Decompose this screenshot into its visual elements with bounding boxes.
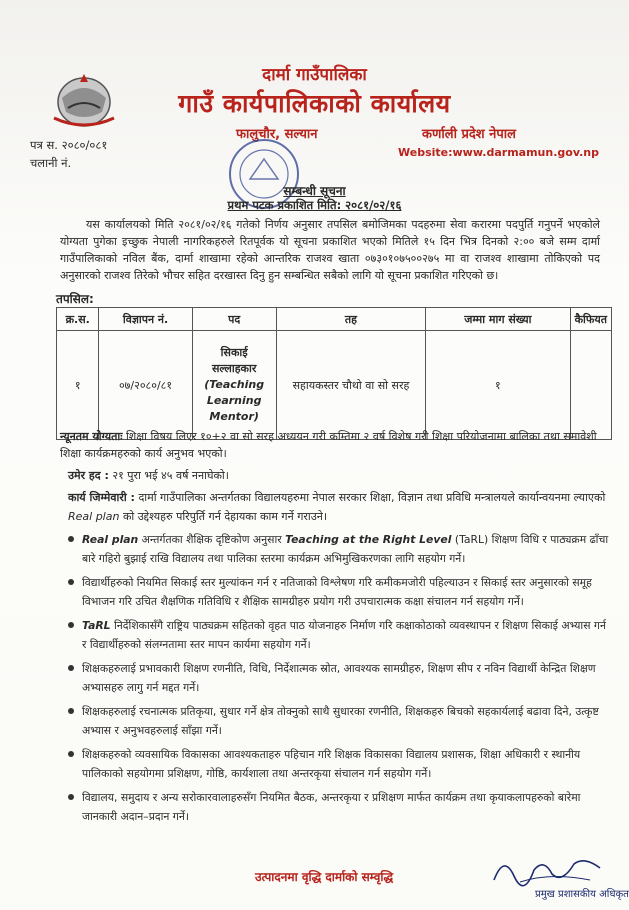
notice-intro: यस कार्यालयको मिति २०८१/०२/१६ गतेको निर्णय अनुसार तपसिल बमोजिमका पदहरुमा सेवा करारमा पदपुर्ति गनुपर्ने भएकोले योग्यता पुगेका इच्छुक नेपाली नागरिकहरुले रितपूर्वक यो सूचना प्रकाशित भएको मितिले १५ दिन भित्र दिनको २:०० बजे सम्म दार्मा गाउँपालिकाको नविल बैंक, दार्मा शाखामा रहेको आन्तरिक राजश्व खाता ०७३०१०७५००२७५ मा वा राजश्व शाखामा तोकिएको पद अनुसारको राजश्व तिरेको भौचर सहित दरखास्त दिनु हुन सम्बन्धित सबैको लागि यो सूचना प्रकाशित गरिएको छ। bbox=[60, 218, 600, 282]
office-title: गाउँ कार्यपालिकाको कार्यालय bbox=[178, 89, 451, 118]
office-address: फालुचौर, सल्यान bbox=[236, 127, 318, 142]
province-name: कर्णाली प्रदेश नेपाल bbox=[422, 127, 516, 142]
bullet-icon bbox=[68, 751, 74, 757]
cell-demand-count: १ bbox=[426, 331, 570, 440]
signature-icon bbox=[490, 850, 610, 890]
bullet-icon bbox=[68, 536, 74, 542]
list-item bbox=[68, 573, 613, 611]
duty-text: शिक्षकहरुको व्यवसायिक विकासका आवश्यकताहरु पहिचान गरि शिक्षक विकासका विद्यालय प्रशासक, शिक्षा अधिकारी र स्थानीय पालिकाको सहयोगमा प्रशिक्षण, गोष्ठि, कार्यशाला तथा अन्तरकृया संचालन गर्न सहयोग गर्ने। bbox=[82, 748, 581, 780]
cell-serial: १ bbox=[57, 331, 99, 440]
duty-text: विद्यालय, समुदाय र अन्य सरोकारवालाहरुसँग नियमित बैठक, अन्तरकृया र प्रशिक्षण मार्फत कार्यक्रम तथा कृयाकलापहरुको बारेमा जानकारी अदान–प्रदान गर्ने। bbox=[82, 791, 581, 823]
age-label: उमेर हद : bbox=[68, 469, 109, 482]
bullet-icon bbox=[68, 794, 74, 800]
notice-publish-date: प्रथम पटक प्रकाशित मिति: २०८१/०२/१६ bbox=[227, 198, 402, 212]
list-item bbox=[68, 745, 613, 783]
duty-lead: TaRL bbox=[82, 619, 111, 632]
duty-list bbox=[68, 530, 613, 831]
office-name: दार्मा गाउँपालिका bbox=[262, 65, 367, 85]
cell-level: सहायकस्तर चौथो वा सो सरह bbox=[276, 331, 425, 440]
duty-lead: Real plan bbox=[82, 533, 139, 546]
col-remarks: कैफियत bbox=[570, 308, 611, 331]
table-row bbox=[57, 331, 612, 440]
list-item bbox=[68, 702, 613, 740]
signer-title: प्रमुख प्रशासकीय अधिकृत bbox=[535, 889, 629, 900]
duty-text: शिक्षकहरुलाई रचनात्मक प्रतिकृया, सुधार गर्ने क्षेत्र तोक्नुको साथै सुधारका रणनीति, शिक्षकहरु बिचको सहकार्यलाई बढावा दिने, उत्कृष्ट अभ्यास र अनुभवहरुलाई साँझा गर्ने। bbox=[82, 705, 599, 737]
col-serial: क्र.स. bbox=[57, 308, 99, 331]
post-name-nepali: सिकाई सल्लाहकार bbox=[212, 346, 257, 375]
duty-text: विद्यार्थीहरुको नियमित सिकाई स्तर मुल्यांकन गर्न र नतिजाको विश्लेषण गरि कमीकमजोरी पहिल्याउन र सिकाई स्तर अनुसारको समूह विभाजन गरि उचित शैक्षणिक गतिविधि र शैक्षिक सामग्रीहरु प्रयोग गरी उपचारात्मक कक्षा संचालन गर्न सहयोग गर्ने। bbox=[82, 576, 592, 608]
duty-emphasis: Teaching at the Right Level bbox=[285, 533, 452, 546]
col-ad-no: विज्ञापन नं. bbox=[99, 308, 192, 331]
bullet-icon bbox=[68, 622, 74, 628]
details-label: तपसिल: bbox=[56, 292, 94, 306]
dispatch-number: चलानी नं. bbox=[30, 156, 72, 170]
notice-heading: सम्बन्धी सूचना bbox=[283, 184, 346, 198]
post-name-english: (Teaching Learning Mentor) bbox=[204, 378, 265, 423]
bullet-icon bbox=[68, 708, 74, 714]
qualification-text: शिक्षा विषय लिएर १०+२ वा सो सरह अध्ययन गरी कम्तिमा २ वर्ष विशेष गरी शिक्षा परियोजनामा बालिका तथा समावेशी शिक्षा कार्यक्रमहरुको कार्य अनुभव भएको। bbox=[60, 430, 597, 460]
age-limit bbox=[68, 468, 229, 483]
table-header-row bbox=[57, 308, 612, 331]
minimum-qualification bbox=[60, 428, 620, 462]
responsibility-text-b: को उद्देश्यहरु परिपुर्ति गर्न देहायका काम गर्ने गराउने। bbox=[122, 510, 328, 523]
list-item bbox=[68, 530, 613, 568]
vacancy-table bbox=[56, 307, 612, 440]
qualification-label: न्यूनतम योग्यताः bbox=[60, 430, 123, 443]
cell-remarks bbox=[570, 331, 611, 440]
col-level: तह bbox=[276, 308, 425, 331]
age-text: २१ पुरा भई ४५ वर्ष ननाघेको। bbox=[112, 469, 229, 482]
footer-slogan: उत्पादनमा वृद्धि दार्माको सम्वृद्धि bbox=[255, 870, 394, 884]
duty-text: शिक्षकहरुलाई प्रभावकारी शिक्षण रणनीति, विधि, निर्देशात्मक स्रोत, आवश्यक सामग्रीहरु, शिक्षण सीप र नविन विद्यार्थी केन्द्रित शिक्षण अभ्यासहरु लागु गर्न मद्दत गर्ने। bbox=[82, 662, 596, 694]
job-responsibility bbox=[68, 488, 613, 526]
cell-ad-no: ०७/२०८०/८१ bbox=[99, 331, 192, 440]
duty-text: (TaRL) शिक्षण विधि र पाठ्यक्रम ढाँचा बारे गहिरो बुझाई राखि विद्यालय तथा पालिका स्तरमा कार्यक्रम अभिमुखिकरणका लागि सहयोग गर्ने। bbox=[82, 533, 609, 565]
col-post: पद bbox=[192, 308, 276, 331]
responsibility-label: कार्य जिम्मेवारी : bbox=[68, 491, 135, 504]
list-item bbox=[68, 788, 613, 826]
list-item bbox=[68, 616, 613, 654]
cell-post bbox=[192, 331, 276, 440]
col-demand-count: जम्मा माग संख्या bbox=[426, 308, 570, 331]
duty-text: निर्देशिकासँगै राष्ट्रिय पाठ्यक्रम सहितको वृहत पाठ योजनाहरु निर्माण गरि कक्षाकोठाको व्यवस्थापन र शिक्षण सिकाई अभ्यास गर्न र विद्यार्थीहरुको संलग्नतामा स्तर मापन कार्यमा सहयोग गर्ने। bbox=[82, 619, 606, 651]
real-plan-term: Real plan bbox=[68, 510, 120, 523]
bullet-icon bbox=[68, 579, 74, 585]
list-item bbox=[68, 659, 613, 697]
responsibility-text-a: दार्मा गाउँपालिका अन्तर्गतका विद्यालयहरुमा नेपाल सरकार शिक्षा, विज्ञान तथा प्रविधि मन्त्रालयले कार्यान्वयनमा ल्याएको bbox=[138, 491, 606, 504]
bullet-icon bbox=[68, 665, 74, 671]
website-link[interactable]: Website:www.darmamun.gov.np bbox=[398, 146, 599, 159]
reference-number: पत्र स. २०८०/०८१ bbox=[30, 138, 108, 152]
duty-mid: अन्तर्गतका शैक्षिक दृष्टिकोण अनुसार bbox=[138, 533, 286, 546]
